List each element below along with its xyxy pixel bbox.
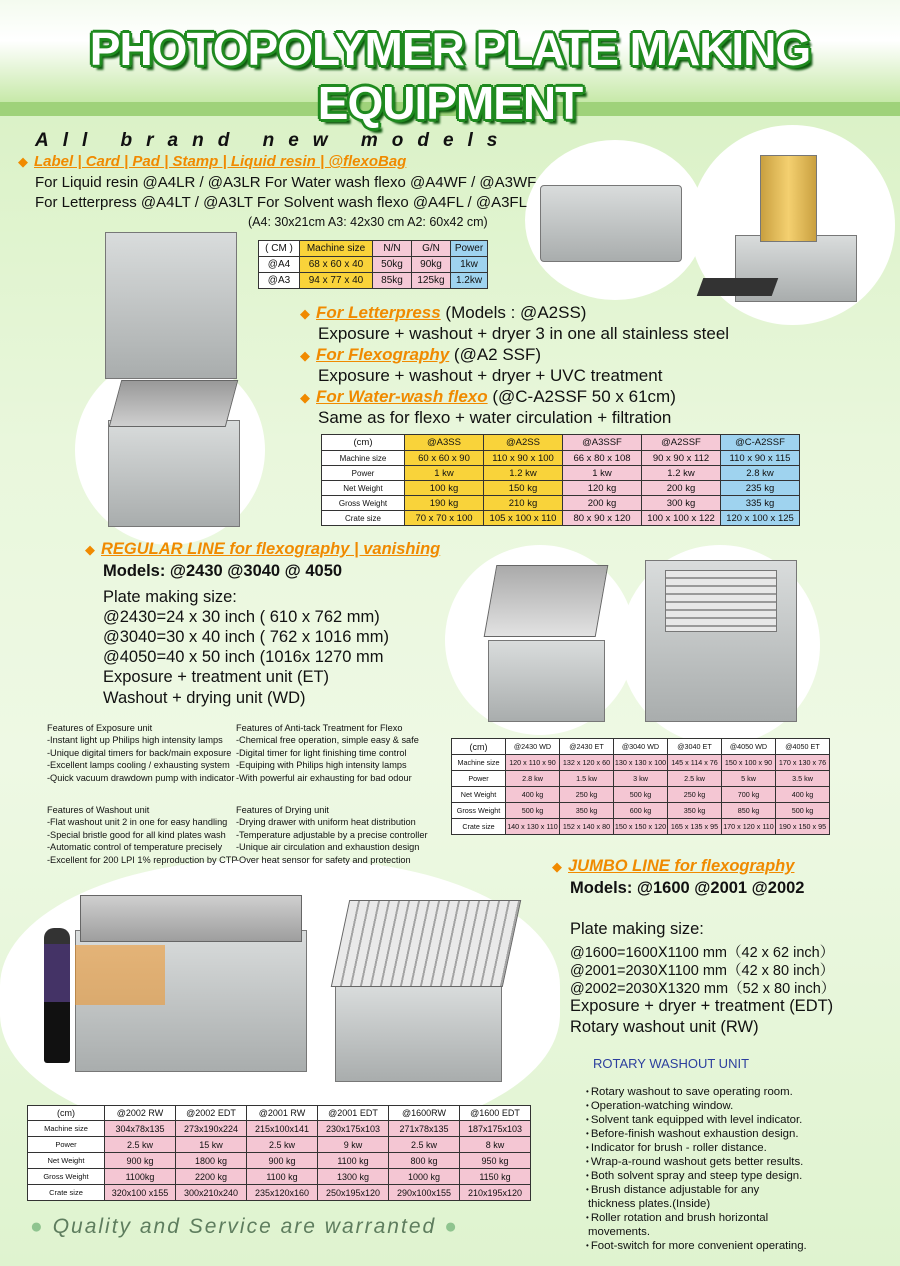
- table-cell: 1.2 kw: [642, 466, 721, 481]
- table-cell: Crate size: [322, 511, 405, 526]
- feature-item: -Chemical free operation, simple easy & safe: [236, 735, 419, 746]
- feature-item: -Special bristle good for all kind plates wash: [47, 829, 226, 840]
- machine-photo-a2ss: [105, 232, 237, 379]
- table-cell: 105 x 100 x 110: [484, 511, 563, 526]
- table-cell: 100 x 100 x 122: [642, 511, 721, 526]
- a2-item-3-desc: Same as for flexo + water circulation + filtration: [318, 408, 672, 427]
- table-cell: 1100 kg: [318, 1153, 389, 1169]
- table-cell: @C-A2SSF: [721, 435, 800, 451]
- table-cell: 900 kg: [247, 1153, 318, 1169]
- table-cell: 500 kg: [614, 787, 668, 803]
- table-cell: 400 kg: [506, 787, 560, 803]
- jumbo-line-3: @2001=2030Ⅹ1100 mm（42 x 80 inch）: [570, 963, 835, 979]
- table-cell: 165 x 135 x 95: [668, 819, 722, 835]
- table-cell: Gross Weight: [322, 496, 405, 511]
- table-cell: 1300 kg: [318, 1169, 389, 1185]
- list-item: • Indicator for brush - roller distance.: [586, 1141, 886, 1155]
- table-cell: 600 kg: [614, 803, 668, 819]
- table-cell: Gross Weight: [452, 803, 506, 819]
- table-cell: 1.2 kw: [484, 466, 563, 481]
- table-cell: 200 kg: [563, 496, 642, 511]
- table-cell: Crate size: [452, 819, 506, 835]
- diamond-icon: ◆: [85, 542, 95, 557]
- table-cell: 350 kg: [560, 803, 614, 819]
- table-cell: 400 kg: [776, 787, 830, 803]
- table-cell: 90kg: [412, 257, 451, 273]
- table-cell: 210 kg: [484, 496, 563, 511]
- feature-item: -Over heat sensor for safety and protection: [236, 854, 411, 865]
- jumbo-line-4: @2002=2030Ⅹ1320 mm（52 x 80 inch）: [570, 981, 836, 997]
- table-cell: 2200 kg: [176, 1169, 247, 1185]
- regular-line-1: Plate making size:: [103, 588, 237, 606]
- a2-item-1-heading: ◆ For Letterpress (Models : @A2SS): [300, 303, 587, 322]
- table-cell: 235 kg: [721, 481, 800, 496]
- table-cell: 145 x 114 x 76: [668, 755, 722, 771]
- diamond-icon: ◆: [18, 154, 28, 169]
- feature-item: -Temperature adjustable by a precise controller: [236, 829, 428, 840]
- table-cell: 1kw: [451, 257, 488, 273]
- table-cell: 1.5 kw: [560, 771, 614, 787]
- table-cell: 152 x 140 x 80: [560, 819, 614, 835]
- list-item: movements.: [588, 1226, 651, 1238]
- diamond-icon: ◆: [300, 390, 310, 405]
- table-cell: 250 kg: [560, 787, 614, 803]
- person-photo: [44, 928, 70, 1063]
- list-item: thickness plates.(Inside): [588, 1198, 711, 1210]
- table-cell: 2.8 kw: [506, 771, 560, 787]
- feature-item: -Drying drawer with uniform heat distribution: [236, 817, 416, 828]
- table-cell: Net Weight: [322, 481, 405, 496]
- a2-spec-table: [321, 434, 800, 526]
- table-cell: 300 kg: [642, 496, 721, 511]
- table-cell: 187x175x103: [460, 1121, 531, 1137]
- table-cell: Power: [322, 466, 405, 481]
- table-cell: 132 x 120 x 60: [560, 755, 614, 771]
- table-cell: 1 kw: [563, 466, 642, 481]
- footer-slogan: ● Quality and Service are warranted ●: [30, 1215, 459, 1238]
- machine-photo-lid: [760, 155, 817, 242]
- table-cell: 120 x 100 x 125: [721, 511, 800, 526]
- features-title: Features of Exposure unit: [47, 723, 153, 733]
- table-cell: 700 kg: [722, 787, 776, 803]
- feature-item: -Unique digital timers for back/main exposure: [47, 747, 232, 758]
- table-cell: 290x100x155: [389, 1185, 460, 1201]
- a2-item-1-desc: Exposure + washout + dryer 3 in one all stainless steel: [318, 324, 730, 343]
- table-cell: @2002 EDT: [176, 1106, 247, 1121]
- machine-photo-rw-lid: [80, 895, 302, 942]
- feature-item: -Digital timer for light finishing time control: [236, 747, 407, 758]
- jumbo-line-6: Rotary washout unit (RW): [570, 1018, 759, 1036]
- a2-item-2-heading: ◆ For Flexography (@A2 SSF): [300, 345, 542, 364]
- a2-item-3-heading: ◆ For Water-wash flexo (@C-A2SSF 50 x 61cm): [300, 387, 676, 406]
- table-cell: 140 x 130 x 110: [506, 819, 560, 835]
- table-cell: @A4: [259, 257, 300, 273]
- regular-spec-table: [451, 738, 830, 835]
- jumbo-spec-table: [27, 1105, 531, 1201]
- diamond-icon: ◆: [300, 306, 310, 321]
- table-cell: Power: [28, 1137, 105, 1153]
- plate-photo: [75, 945, 165, 1005]
- table-cell: 150 kg: [484, 481, 563, 496]
- feature-item: -Automatic control of temperature precisely: [47, 842, 223, 853]
- table-cell: 1.2kw: [451, 273, 488, 289]
- small-spec-table: [258, 240, 488, 289]
- table-cell: 1000 kg: [389, 1169, 460, 1185]
- table-cell: 5 kw: [722, 771, 776, 787]
- table-cell: 215x100x141: [247, 1121, 318, 1137]
- table-cell: 150 x 150 x 120: [614, 819, 668, 835]
- table-cell: @2430 ET: [560, 739, 614, 755]
- list-item: • Rotary washout to save operating room.: [586, 1085, 886, 1099]
- table-cell: 60 x 60 x 90: [405, 451, 484, 466]
- table-cell: @A2SSF: [642, 435, 721, 451]
- table-cell: Machine size: [300, 241, 373, 257]
- machine-photo-edt: [335, 985, 502, 1082]
- table-cell: 85kg: [373, 273, 412, 289]
- table-cell: 250x195x120: [318, 1185, 389, 1201]
- table-cell: 190 kg: [405, 496, 484, 511]
- list-item: • Before-finish washout exhaustion design.: [586, 1127, 886, 1141]
- features-antitack: [236, 722, 419, 784]
- table-cell: Power: [452, 771, 506, 787]
- table-cell: Machine size: [28, 1121, 105, 1137]
- table-cell: 68 x 60 x 40: [300, 257, 373, 273]
- table-cell: 304x78x135: [105, 1121, 176, 1137]
- table-cell: @2001 RW: [247, 1106, 318, 1121]
- table-cell: 90 x 90 x 112: [642, 451, 721, 466]
- feature-item: -Unique air circulation and exhaustion design: [236, 842, 420, 853]
- list-item: • Wrap-a-round washout gets better results.: [586, 1155, 886, 1169]
- table-cell: 335 kg: [721, 496, 800, 511]
- table-cell: 950 kg: [460, 1153, 531, 1169]
- table-cell: 9 kw: [318, 1137, 389, 1153]
- table-cell: @4050 WD: [722, 739, 776, 755]
- table-cell: 110 x 90 x 100: [484, 451, 563, 466]
- table-cell: 800 kg: [389, 1153, 460, 1169]
- table-cell: @A2SS: [484, 435, 563, 451]
- table-cell: 125kg: [412, 273, 451, 289]
- machine-photo-open-lid: [109, 380, 239, 427]
- machine-photo-wd: [488, 640, 605, 722]
- table-cell: @2001 EDT: [318, 1106, 389, 1121]
- features-title: Features of Drying unit: [236, 805, 329, 815]
- table-cell: 200 kg: [642, 481, 721, 496]
- table-cell: @A3SSF: [563, 435, 642, 451]
- feature-item: -Excellent lamps cooling / exhausting system: [47, 760, 230, 771]
- rotary-title: ROTARY WASHOUT UNIT: [593, 1056, 750, 1071]
- features-title: Features of Washout unit: [47, 805, 150, 815]
- machine-photo-drawer: [697, 278, 779, 296]
- bullet-icon: ●: [30, 1215, 45, 1238]
- regular-line-2: @2430=24 x 30 inch ( 610 x 762 mm): [103, 608, 380, 626]
- top-line-1: For Liquid resin @A4LR / @A3LR For Water wash flexo @A4WF / @A3WF: [35, 174, 537, 191]
- table-cell: 190 x 150 x 95: [776, 819, 830, 835]
- table-cell: 273x190x224: [176, 1121, 247, 1137]
- table-cell: 2.5 kw: [389, 1137, 460, 1153]
- regular-line-3: @3040=30 x 40 inch ( 762 x 1016 mm): [103, 628, 389, 646]
- table-cell: 900 kg: [105, 1153, 176, 1169]
- features-exposure: [47, 722, 234, 784]
- table-cell: 80 x 90 x 120: [563, 511, 642, 526]
- table-cell: 500 kg: [506, 803, 560, 819]
- jumbo-line-5: Exposure + dryer + treatment (EDT): [570, 997, 834, 1015]
- list-item: • Solvent tank equipped with level indicator.: [586, 1113, 886, 1127]
- table-cell: Net Weight: [452, 787, 506, 803]
- table-cell: 2.5 kw: [247, 1137, 318, 1153]
- machine-photo-edt-lid: [331, 900, 521, 987]
- table-cell: G/N: [412, 241, 451, 257]
- rotary-list: [586, 1085, 886, 1253]
- table-cell: 8 kw: [460, 1137, 531, 1153]
- bullet-icon: ●: [444, 1215, 459, 1238]
- table-cell: 271x78x135: [389, 1121, 460, 1137]
- list-item: • Both solvent spray and steep type design.: [586, 1169, 886, 1183]
- table-cell: N/N: [373, 241, 412, 257]
- feature-item: -Instant light up Philips high intensity lamps: [47, 735, 223, 746]
- feature-item: -Excellent for 200 LPI 1% reproduction by CTP: [47, 854, 238, 865]
- table-cell: 120 x 110 x 90: [506, 755, 560, 771]
- diamond-icon: ◆: [552, 859, 562, 874]
- table-cell: 150 x 100 x 90: [722, 755, 776, 771]
- table-cell: Power: [451, 241, 488, 257]
- table-cell: 1800 kg: [176, 1153, 247, 1169]
- table-cell: ( CM ): [259, 241, 300, 257]
- features-drying: [236, 804, 428, 866]
- regular-models: Models: @2430 @3040 @ 4050: [103, 562, 343, 580]
- table-cell: 210x195x120: [460, 1185, 531, 1201]
- feature-item: -With powerful air exhausting for bad odour: [236, 772, 412, 783]
- features-washout: [47, 804, 237, 866]
- table-cell: 300x210x240: [176, 1185, 247, 1201]
- table-cell: @1600 EDT: [460, 1106, 531, 1121]
- table-cell: 1100 kg: [247, 1169, 318, 1185]
- table-cell: 320x100 x155: [105, 1185, 176, 1201]
- table-cell: (cm): [322, 435, 405, 451]
- top-line-2: For Letterpress @A4LT / @A3LT For Solvent wash flexo @A4FL / @A3FL: [35, 194, 527, 211]
- regular-heading: ◆ REGULAR LINE for flexography | vanishing: [85, 540, 441, 558]
- table-cell: 2.5 kw: [668, 771, 722, 787]
- table-cell: 235x120x160: [247, 1185, 318, 1201]
- table-cell: Net Weight: [28, 1153, 105, 1169]
- list-item: • Roller rotation and brush horizontal: [586, 1211, 886, 1225]
- table-cell: 50kg: [373, 257, 412, 273]
- table-cell: Machine size: [322, 451, 405, 466]
- top-heading: ◆ Label | Card | Pad | Stamp | Liquid resin | @flexoBag: [18, 153, 407, 170]
- table-cell: 250 kg: [668, 787, 722, 803]
- table-cell: 130 x 130 x 100: [614, 755, 668, 771]
- diamond-icon: ◆: [300, 348, 310, 363]
- jumbo-models: Models: @1600 @2001 @2002: [570, 879, 805, 897]
- table-cell: 500 kg: [776, 803, 830, 819]
- table-cell: Gross Weight: [28, 1169, 105, 1185]
- machine-photo-et-lamps: [665, 570, 777, 632]
- a2-item-2-desc: Exposure + washout + dryer + UVC treatment: [318, 366, 663, 385]
- table-cell: @3040 ET: [668, 739, 722, 755]
- table-cell: Machine size: [452, 755, 506, 771]
- table-cell: (cm): [28, 1106, 105, 1121]
- feature-item: -Flat washout unit 2 in one for easy handling: [47, 817, 228, 828]
- table-cell: 1 kw: [405, 466, 484, 481]
- table-cell: 66 x 80 x 108: [563, 451, 642, 466]
- regular-line-4: @4050=40 x 50 inch (1016x 1270 mm: [103, 648, 384, 666]
- table-cell: @1600RW: [389, 1106, 460, 1121]
- table-cell: @4050 ET: [776, 739, 830, 755]
- table-cell: 70 x 70 x 100: [405, 511, 484, 526]
- table-cell: @3040 WD: [614, 739, 668, 755]
- list-item: • Operation-watching window.: [586, 1099, 886, 1113]
- table-cell: 170 x 130 x 76: [776, 755, 830, 771]
- regular-line-6: Washout + drying unit (WD): [103, 689, 306, 707]
- jumbo-heading: ◆ JUMBO LINE for flexography: [552, 857, 795, 875]
- table-cell: 230x175x103: [318, 1121, 389, 1137]
- table-cell: @2430 WD: [506, 739, 560, 755]
- top-line-3: (A4: 30x21cm A3: 42x30 cm A2: 60x42 cm): [248, 215, 488, 229]
- table-cell: 2.8 kw: [721, 466, 800, 481]
- table-cell: 94 x 77 x 40: [300, 273, 373, 289]
- feature-item: -Equiping with Philips high intensity lamps: [236, 760, 407, 771]
- table-cell: @2002 RW: [105, 1106, 176, 1121]
- subtitle: All brand new models: [35, 130, 512, 151]
- table-cell: 170 x 120 x 110: [722, 819, 776, 835]
- table-cell: 1150 kg: [460, 1169, 531, 1185]
- table-cell: @A3SS: [405, 435, 484, 451]
- machine-photo-wd-lid: [484, 565, 609, 637]
- table-cell: 1100kg: [105, 1169, 176, 1185]
- table-cell: 3 kw: [614, 771, 668, 787]
- table-cell: 100 kg: [405, 481, 484, 496]
- list-item: • Brush distance adjustable for any: [586, 1183, 886, 1197]
- list-item: • Foot-switch for more convenient operating.: [586, 1239, 886, 1253]
- table-cell: 120 kg: [563, 481, 642, 496]
- table-cell: 15 kw: [176, 1137, 247, 1153]
- table-cell: @A3: [259, 273, 300, 289]
- regular-line-5: Exposure + treatment unit (ET): [103, 668, 330, 686]
- table-cell: 2.5 kw: [105, 1137, 176, 1153]
- table-cell: 110 x 90 x 115: [721, 451, 800, 466]
- jumbo-line-2: @1600=1600Ⅹ1100 mm（42 x 62 inch）: [570, 945, 835, 961]
- table-cell: 350 kg: [668, 803, 722, 819]
- page-title: PHOTOPOLYMER PLATE MAKING EQUIPMENT: [89, 23, 811, 129]
- features-title: Features of Anti-tack Treatment for Flexo: [236, 723, 403, 733]
- table-cell: Crate size: [28, 1185, 105, 1201]
- machine-photo-a4: [540, 185, 682, 262]
- table-cell: 3.5 kw: [776, 771, 830, 787]
- table-cell: (cm): [452, 739, 506, 755]
- feature-item: -Quick vacuum drawdown pump with indicator: [47, 772, 235, 783]
- table-cell: 850 kg: [722, 803, 776, 819]
- machine-photo-a2ssf: [108, 420, 240, 527]
- jumbo-line-1: Plate making size:: [570, 920, 704, 938]
